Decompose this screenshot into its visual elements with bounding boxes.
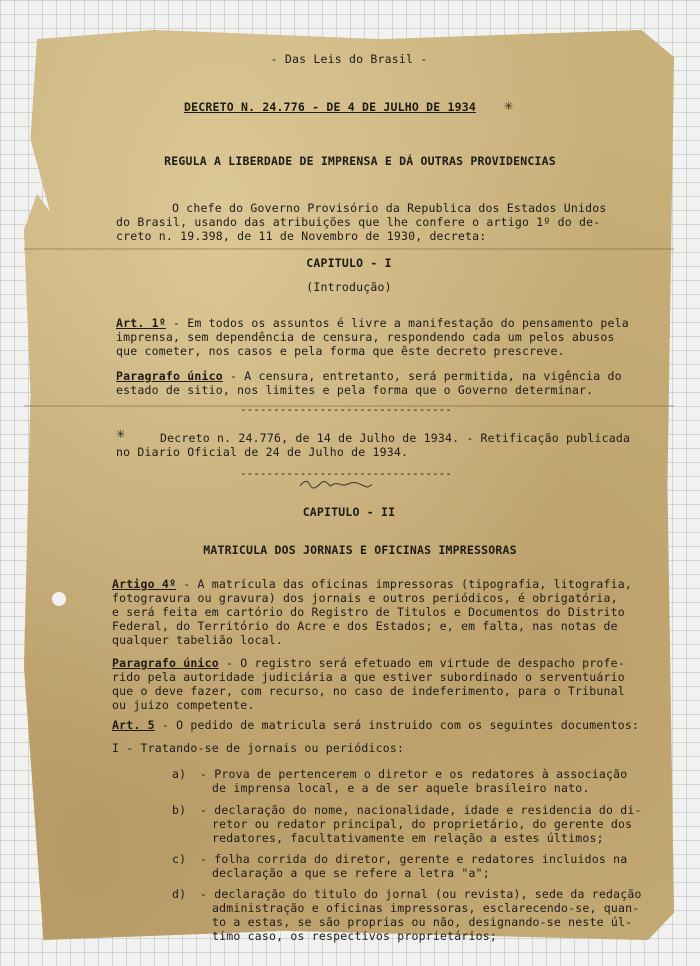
paragraph-1: [116, 369, 622, 383]
item-I: I - Tratando-se de jornais ou periódicos:: [112, 741, 405, 755]
item-d-line: timo caso, os respectivos proprietários;: [212, 929, 497, 943]
separator: --------------------------------: [240, 467, 452, 480]
item-c-line: declaração a que se refere a letra "a";: [212, 866, 490, 880]
article-4-line: e será feita em cartório do Registro de Titulos e Documentos do Distrito: [112, 605, 625, 619]
paragraph-1-line: estado de sitio, nos limites e pela forma que o Governo determinar.: [116, 383, 594, 397]
article-1-line: imprensa, sem dependência de censura, respondendo cada um pelos abusos: [116, 330, 615, 344]
chapter-1-heading: CAPITULO - I: [306, 256, 392, 270]
paper-crease: [24, 248, 674, 250]
item-a-line: - Prova de pertencerem o diretor e os redatores à associação: [200, 767, 628, 781]
item-c-letter: c): [172, 852, 187, 866]
chapter-2-subheading: MATRICULA DOS JORNAIS E OFICINAS IMPRESSORAS: [203, 543, 517, 557]
paragraph-4-line: que o deve fazer, com recurso, no caso de indeferimento, para o Tribunal: [112, 684, 625, 698]
item-d-line: administração e oficinas impressoras, esclarecendo-se, quan-: [212, 901, 640, 915]
asterisk-mark-icon: ✳: [504, 96, 514, 114]
article-1: [116, 316, 629, 330]
note-line: no Diario Oficial de 24 de Julho de 1934.: [116, 445, 409, 459]
paragraph-4-text: - O registro será efetuado em virtude de despacho profe-: [218, 656, 625, 670]
punch-hole: [52, 592, 66, 606]
article-4-line: Federal, do Território do Acre e dos Estados; e, em falta, nas notas de: [112, 619, 618, 633]
article-1-line: que cometer, nos casos e pela forma que êste decreto prescreve.: [116, 344, 565, 358]
article-4: [112, 577, 632, 591]
article-4-text: - A matrícula das oficinas impressoras (tipografia, litografia,: [176, 577, 633, 591]
item-c-line: - folha corrida do diretor, gerente e redatores incluidos na: [200, 852, 628, 866]
article-5-label: Art. 5: [112, 718, 155, 732]
article-1-label: Art. 1º: [116, 316, 166, 330]
decree-title: DECRETO N. 24.776 - DE 4 DE JULHO DE 1934: [183, 100, 477, 114]
paragraph-4: [112, 656, 625, 670]
handwritten-signature: [298, 478, 374, 490]
asterisk-mark-icon: ✳: [116, 424, 126, 442]
item-d-line: - declaração do titulo do jornal (ou revista), sede da redação: [200, 887, 642, 901]
paragraph-4-label: Paragrafo único: [112, 656, 219, 670]
separator: --------------------------------: [240, 403, 452, 416]
intro-line: do Brasil, usando das atribuições que lhe confere o artigo 1º do de-: [116, 215, 601, 229]
chapter-2-heading: CAPITULO - II: [302, 505, 396, 519]
article-5: [112, 718, 639, 732]
intro-line: O chefe do Governo Provisório da Republica dos Estados Unidos: [172, 201, 607, 215]
item-a-line: de imprensa local, e a de ser aquele brasileiro nato.: [212, 781, 590, 795]
note-line: Decreto n. 24.776, de 14 de Julho de 1934. - Retificação publicada: [160, 431, 631, 445]
item-d-letter: d): [172, 887, 187, 901]
decree-subtitle: REGULA A LIBERDADE DE IMPRENSA E DÁ OUTRAS PROVIDENCIAS: [164, 154, 556, 168]
chapter-1-subheading: (Introdução): [306, 280, 392, 294]
item-b-line: retor ou redator principal, do proprietário, do gerente dos: [212, 817, 633, 831]
paragraph-1-text: - A censura, entretanto, será permitida, na vigência do: [222, 369, 622, 383]
intro-line: creto n. 19.398, de 11 de Novembro de 1930, decreta:: [116, 229, 487, 243]
article-4-line: qualquer tabelião local.: [112, 633, 283, 647]
article-5-text: - O pedido de matricula será instruido com os seguintes documentos:: [154, 718, 640, 732]
item-a-letter: a): [172, 767, 187, 781]
article-1-text: - Em todos os assuntos é livre a manifestação do pensamento pela: [165, 316, 629, 330]
item-b-line: redatores, facultativamente em relação a estes últimos;: [212, 831, 604, 845]
item-d-line: to a estas, se são proprias ou não, designando-se neste úl-: [212, 915, 633, 929]
item-b-line: - declaração do nome, nacionalidade, idade e residencia do di-: [200, 803, 642, 817]
article-4-label: Artigo 4º: [112, 577, 177, 591]
article-4-line: fotogravura ou gravura) dos jornais e outros periódicos, é obrigatória,: [112, 591, 618, 605]
page-header: - Das Leis do Brasil -: [270, 52, 428, 66]
item-b-letter: b): [172, 803, 187, 817]
paragraph-1-label: Paragrafo único: [116, 369, 223, 383]
paragraph-4-line: rido pela autoridade judiciária a que estiver subordinado o serventuário: [112, 670, 625, 684]
paragraph-4-line: ou juizo competente.: [112, 698, 255, 712]
